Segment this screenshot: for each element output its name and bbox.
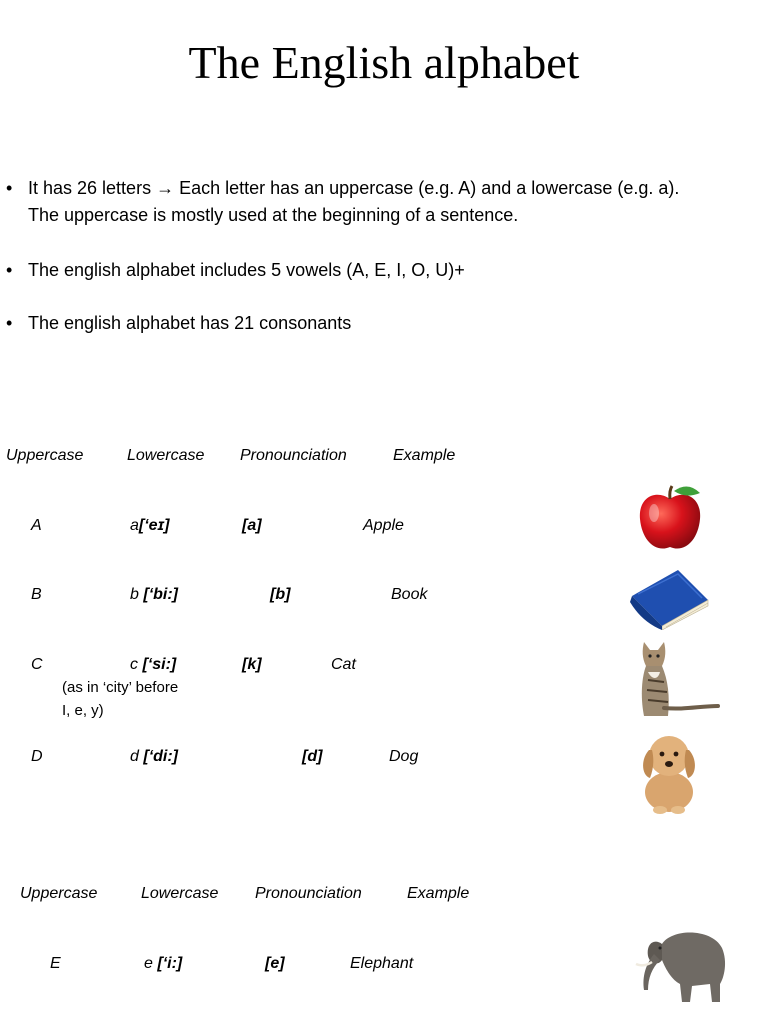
row-a-pronounciation: [a]	[242, 517, 262, 534]
row-e-uppercase: E	[50, 955, 61, 972]
bullet-dot: •	[6, 313, 13, 333]
bullet-text: The english alphabet includes 5 vowels (A, E, I, O, U)+	[28, 260, 465, 280]
bullet-dot: •	[6, 260, 13, 280]
row-d-pronounciation: [d]	[302, 748, 323, 765]
page-title: The English alphabet	[188, 37, 580, 88]
header-lowercase: Lowercase	[127, 447, 205, 464]
bullet-text: It has 26 letters → Each letter has an uppercase (e.g. A) and a lowercase (e.g. a).	[28, 178, 680, 198]
elephant-icon	[632, 914, 732, 1004]
row-c-uppercase: C	[31, 656, 43, 673]
header-example: Example	[393, 447, 456, 464]
row-d-lowercase	[130, 748, 178, 766]
row-a-lowercase-letter: a	[130, 517, 139, 534]
row-c-note: I, e, y)	[62, 702, 104, 719]
header-uppercase: Uppercase	[20, 885, 98, 902]
row-e-pronounciation: [e]	[265, 955, 285, 972]
row-a-lowercase	[130, 517, 169, 535]
apple-icon	[636, 483, 704, 555]
bullet-text: The uppercase is mostly used at the beginning of a sentence.	[28, 205, 519, 225]
row-d-lowercase-ipa: [‘di:]	[143, 748, 179, 765]
row-a-uppercase: A	[31, 517, 42, 534]
row-c-note: (as in ‘city’ before	[62, 679, 179, 696]
row-d-example: Dog	[389, 748, 419, 765]
bullet-text: The english alphabet has 21 consonants	[28, 313, 352, 333]
row-b-lowercase-ipa: [‘bi:]	[143, 586, 179, 603]
cat-icon	[634, 636, 720, 718]
row-d-uppercase: D	[31, 748, 43, 765]
row-e-lowercase-letter: e	[144, 955, 153, 972]
row-c-pronounciation: [k]	[242, 656, 262, 673]
dog-icon	[636, 726, 702, 814]
row-a-example: Apple	[363, 517, 404, 534]
row-b-lowercase-letter: b	[130, 586, 139, 603]
row-c-lowercase	[130, 656, 176, 674]
header-example: Example	[407, 885, 470, 902]
row-e-lowercase	[144, 955, 182, 973]
row-c-lowercase-letter: c	[130, 656, 138, 673]
row-b-pronounciation: [b]	[270, 586, 291, 603]
bullet-dot: •	[6, 178, 13, 198]
row-e-lowercase-ipa: [‘i:]	[157, 955, 183, 972]
header-pronounciation: Pronounciation	[255, 885, 362, 902]
row-b-example: Book	[391, 586, 428, 603]
row-b-uppercase: B	[31, 586, 42, 603]
row-c-lowercase-ipa: [‘si:]	[142, 656, 177, 673]
book-icon	[628, 566, 712, 630]
row-b-lowercase	[130, 586, 178, 604]
row-c-example: Cat	[331, 656, 356, 673]
header-lowercase: Lowercase	[141, 885, 219, 902]
row-d-lowercase-letter: d	[130, 748, 139, 765]
header-uppercase: Uppercase	[6, 447, 84, 464]
row-a-lowercase-ipa: [‘eɪ]	[138, 517, 170, 534]
row-e-example: Elephant	[350, 955, 414, 972]
header-pronounciation: Pronounciation	[240, 447, 347, 464]
